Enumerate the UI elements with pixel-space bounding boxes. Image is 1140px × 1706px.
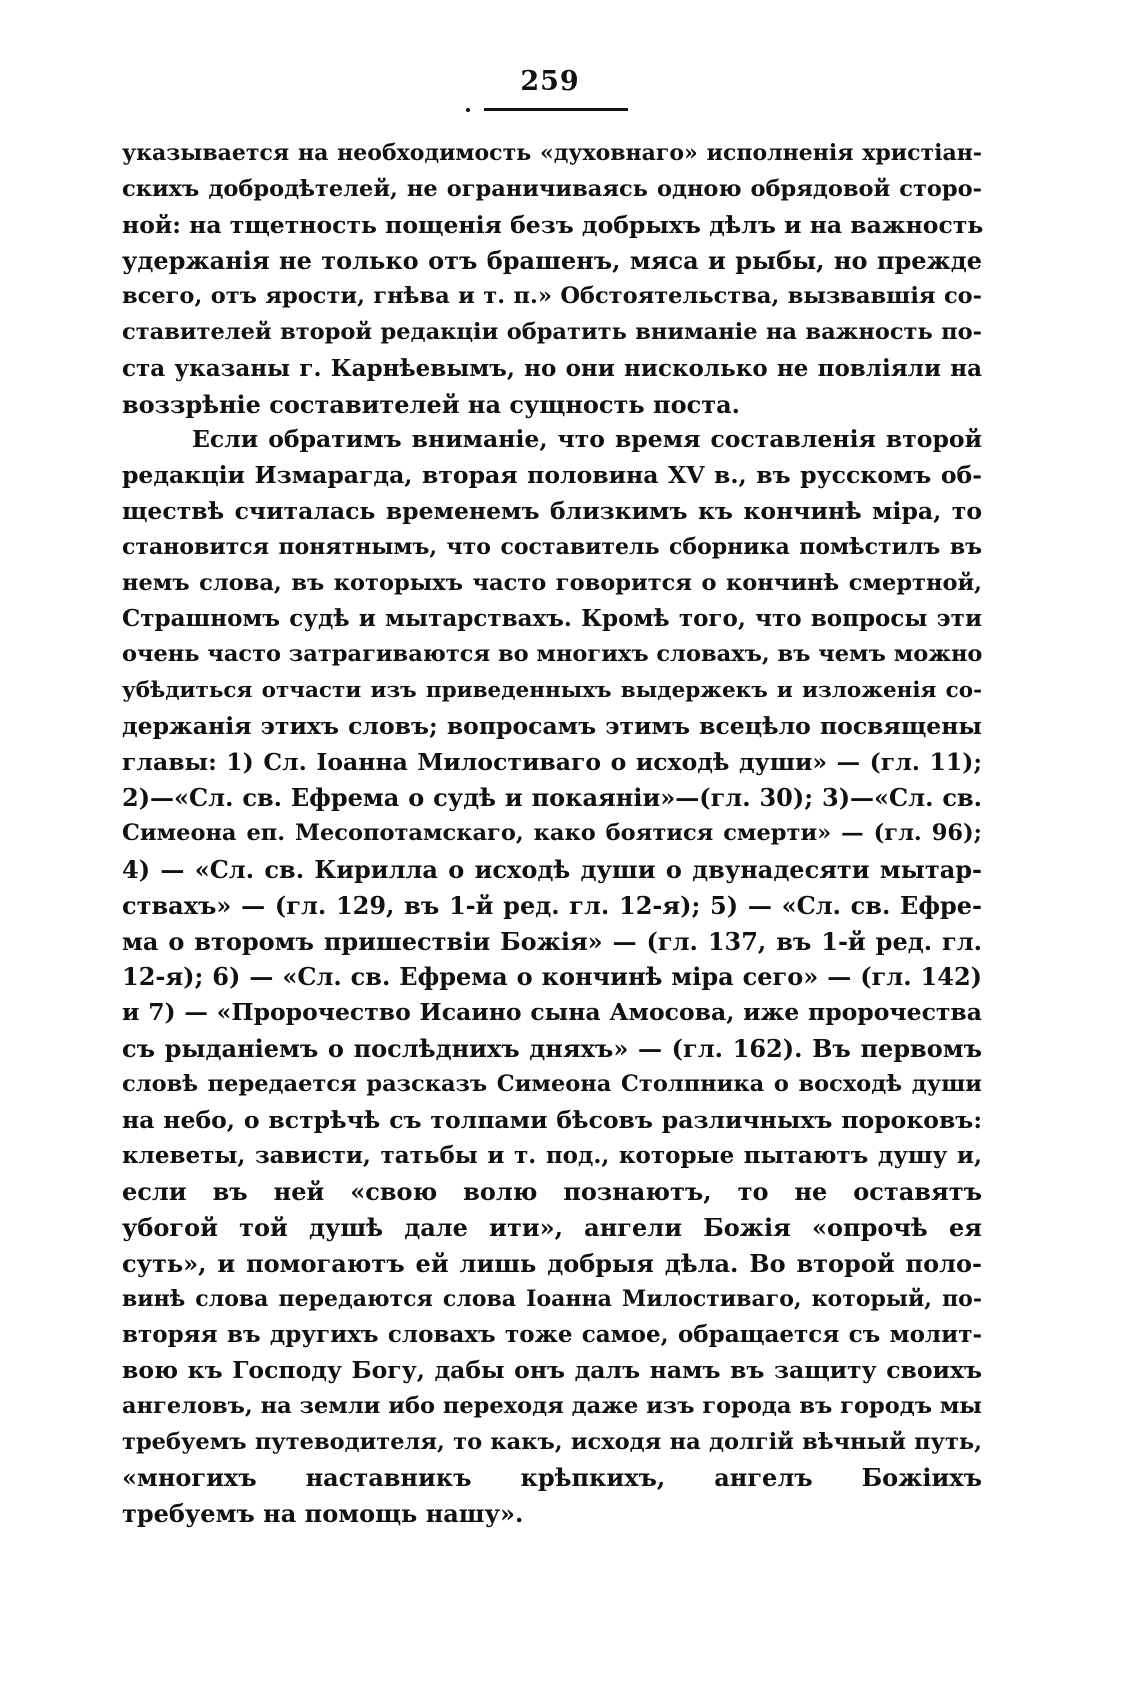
text-line: 4) — «Сл. св. Кирилла о исходѣ души о двунадесяти мытар- [122,854,982,884]
text-line: словѣ передается разсказъ Симеона Столпника о восходѣ души [122,1070,982,1097]
text-line: убѣдиться отчасти изъ приведенныхъ выдержекъ и изложенія со- [122,677,982,703]
text-line: указывается на необходимость «духовнаго» исполненія христіан- [122,140,982,166]
text-line: удержанія не только отъ брашенъ, мяса и рыбы, но прежде [122,246,982,276]
text-line: ста указаны г. Карнѣевымъ, но они нисколько не повліяли на [122,354,982,382]
text-line: скихъ добродѣтелей, не ограничиваясь одною обрядовой сторо- [122,175,982,202]
text-line: всего, отъ ярости, гнѣва и т. п.» Обстоятельства, вызвавшія со- [122,283,982,310]
text-line: держанія этихъ словъ; вопросамъ этимъ всецѣло посвящены [122,711,982,740]
text-line: ной: на тщетность пощенія безъ добрыхъ дѣлъ и на важность [122,210,984,239]
text-line: ствахъ» — (гл. 129, въ 1-й ред. гл. 12-я); 5) — «Сл. св. Ефре- [122,890,982,920]
text-line: убогой той душѣ дале ити», ангели Божія «опрочѣ ея [122,1212,982,1242]
text-line: вторяя въ другихъ словахъ тоже самое, обращается съ молит- [122,1321,982,1349]
text-line: Страшномъ судѣ и мытарствахъ. Кромѣ того, что вопросы эти [122,605,982,633]
text-line: становится понятнымъ, что составитель сборника помѣстилъ въ [122,533,982,560]
text-line: и 7) — «Пророчество Исаино сына Амосова, иже пророчества [122,998,982,1027]
paragraph [122,136,982,422]
text-line: на небо, о встрѣчѣ съ толпами бѣсовъ различныхъ пороковъ: [122,1105,982,1134]
text-line: ставителей второй редакціи обратить вниманіе на важность по- [122,318,982,345]
text-line: суть», и помогаютъ ей лишь добрыя дѣла. Во второй поло- [122,1248,982,1278]
text-line: съ рыданіемъ о послѣднихъ дняхъ» — (гл. 162). Въ первомъ [122,1033,982,1063]
body-text [122,136,982,1532]
text-line: редакціи Измарагда, вторая половина XV в., въ русскомъ об- [122,461,982,490]
text-line: 12-я); 6) — «Сл. св. Ефрема о кончинѣ міра сего» — (гл. 142) [122,962,982,992]
text-line: 2)—«Сл. св. Ефрема о судѣ и покаяніи»—(гл. 30); 3)—«Сл. св. [122,783,982,813]
text-line: очень часто затрагиваются во многихъ словахъ, въ чемъ можно [122,641,983,668]
text-line: ма о второмъ пришествіи Божія» — (гл. 137, въ 1-й ред. гл. [122,926,982,956]
text-line: клеветы, зависти, татьбы и т. под., которые пытаютъ душу и, [122,1142,982,1170]
text-line: ществѣ считалась временемъ близкимъ къ кончинѣ міра, то [122,496,982,525]
text-line: требуемъ на помощь нашу». [122,1499,524,1529]
text-line: Симеона еп. Месопотамскаго, како боятися смерти» — (гл. 96); [122,820,982,847]
text-line: требуемъ путеводителя, то какъ, исходя на долгій вѣчный путь, [122,1428,982,1455]
paragraph [122,422,982,1532]
page-number: 259 [520,66,580,97]
text-line: винѣ слова передаются слова Іоанна Милостиваго, который, по- [122,1285,982,1312]
header-rule [484,108,628,111]
text-line: главы: 1) Сл. Іоанна Милостиваго о исходѣ души» — (гл. 11); [122,747,982,776]
text-line: немъ слова, въ которыхъ часто говорится о кончинѣ смертной, [122,569,982,596]
text-line: Если обратимъ вниманіе, что время составленія второй [192,425,982,454]
text-line: ангеловъ, на земли ибо переходя даже изъ города въ городъ мы [122,1392,982,1419]
text-line: если въ ней «свою волю познаютъ, то не оставятъ [122,1177,982,1207]
header-dot [466,108,470,112]
text-line: «многихъ наставникъ крѣпкихъ, ангелъ Божіихъ [122,1463,982,1493]
text-line: воззрѣніе составителей на сущность поста. [122,389,740,419]
text-line: вою къ Господу Богу, дабы онъ далъ намъ въ защиту своихъ [122,1356,982,1385]
